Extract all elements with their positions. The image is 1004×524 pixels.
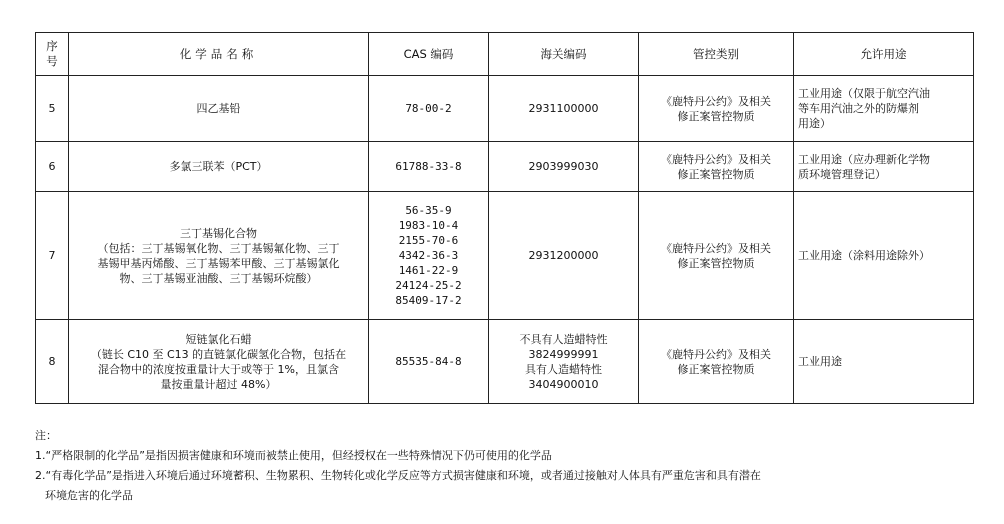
control-line: 《鹿特丹公约》及相关 [661, 241, 771, 255]
name-line: 三丁基锡化合物 [180, 226, 257, 240]
name-line: 物、三丁基锡亚油酸、三丁基锡环烷酸） [119, 271, 318, 285]
table-row [36, 320, 974, 404]
cas-line: 56-35-9 [405, 204, 452, 217]
cas-cell [369, 142, 489, 192]
seq-number: 5 [48, 102, 56, 115]
use-line: 用途） [798, 117, 831, 130]
seq-cell [36, 76, 69, 142]
header-use-label: 允许用途 [860, 46, 907, 61]
note-item-1: 1.“严格限制的化学品”是指因损害健康和环境而被禁止使用，但经授权在一些特殊情况下仍可使用的化学品 [35, 449, 552, 462]
cas-line: 78-00-2 [405, 102, 452, 115]
cas-line: 1461-22-9 [398, 264, 459, 277]
table-row [36, 76, 974, 142]
customs-cell [489, 76, 639, 142]
use-line: 质环境管理登记） [798, 167, 886, 181]
use-cell [794, 142, 974, 192]
name-cell [69, 192, 369, 320]
cas-line: 2155-70-6 [398, 234, 459, 247]
name-line: 短链氯化石蜡 [185, 332, 252, 346]
cas-line: 85535-84-8 [395, 355, 462, 368]
control-line: 修正案管控物质 [677, 109, 755, 123]
header-control-label: 管控类别 [693, 46, 739, 61]
control-cell [639, 320, 794, 404]
header-seq [36, 33, 69, 76]
cas-line: 61788-33-8 [395, 160, 462, 173]
name-line: 混合物中的浓度按重量计大于或等于 1%，且氯含 [98, 362, 339, 376]
name-cell [69, 320, 369, 404]
cas-cell [369, 192, 489, 320]
control-line: 修正案管控物质 [677, 256, 755, 270]
control-cell [639, 192, 794, 320]
use-cell [794, 76, 974, 142]
use-cell [794, 192, 974, 320]
header-cas [369, 33, 489, 76]
seq-number: 8 [48, 355, 56, 368]
table-header-row [36, 33, 974, 76]
header-seq-label: 序号 [46, 39, 58, 68]
control-line: 《鹿特丹公约》及相关 [661, 347, 771, 361]
customs-line: 2903999030 [528, 160, 599, 173]
seq-cell [36, 142, 69, 192]
header-control [639, 33, 794, 76]
header-cas-label: CAS 编码 [403, 46, 454, 61]
name-cell [69, 76, 369, 142]
cas-cell [369, 76, 489, 142]
customs-cell [489, 192, 639, 320]
header-customs-label: 海关编码 [540, 46, 587, 61]
customs-cell [489, 320, 639, 404]
cas-line: 85409-17-2 [395, 294, 462, 307]
name-line: 四乙基铅 [196, 102, 241, 115]
control-line: 修正案管控物质 [677, 167, 755, 181]
customs-line: 3404900010 [528, 377, 599, 391]
control-cell [639, 76, 794, 142]
table-row [36, 142, 974, 192]
header-use [794, 33, 974, 76]
note-item-2: 2.“有毒化学品”是指进入环境后通过环境蓄积、生物累积、生物转化或化学反应等方式损害健康和环境，或者通过接触对人体具有严重危害和具有潜在 [35, 469, 761, 482]
customs-line: 2931200000 [528, 249, 599, 262]
customs-line: 具有人造蜡特性 [525, 362, 602, 376]
seq-number: 7 [48, 249, 56, 262]
cas-line: 1983-10-4 [398, 219, 459, 232]
cas-cell [369, 320, 489, 404]
cas-line: 24124-25-2 [395, 279, 462, 292]
customs-line: 不具有人造蜡特性 [519, 332, 608, 346]
notes [35, 426, 980, 506]
use-line: 工业用途（仅限于航空汽油 [798, 87, 930, 100]
notes-heading: 注： [35, 429, 57, 442]
customs-cell [489, 142, 639, 192]
name-cell [69, 142, 369, 192]
header-customs [489, 33, 639, 76]
control-cell [639, 142, 794, 192]
seq-cell [36, 192, 69, 320]
name-line: 量按重量计超过 48%） [160, 377, 277, 391]
use-line: 工业用途（应办理新化学物 [798, 152, 930, 166]
use-line: 工业用途 [798, 355, 842, 368]
table-row [36, 192, 974, 320]
use-line: 等车用汽油之外的防爆剂 [798, 102, 919, 115]
note-item-2-continued: 环境危害的化学品 [45, 489, 133, 502]
control-line: 《鹿特丹公约》及相关 [661, 94, 771, 108]
table-body [36, 76, 974, 404]
header-name-label: 化学品名称 [179, 46, 258, 61]
customs-line: 3824999991 [528, 347, 599, 361]
control-line: 《鹿特丹公约》及相关 [661, 152, 771, 166]
name-line: 多氯三联苯（PCT） [169, 160, 268, 173]
cas-line: 4342-36-3 [398, 249, 459, 262]
seq-cell [36, 320, 69, 404]
control-line: 修正案管控物质 [677, 362, 755, 376]
name-line: 基锡甲基丙烯酸、三丁基锡苯甲酸、三丁基锡氯化 [97, 256, 340, 270]
chemical-table [35, 32, 974, 404]
use-line: 工业用途（涂料用途除外） [798, 249, 930, 262]
header-name [69, 33, 369, 76]
customs-line: 2931100000 [528, 102, 599, 115]
use-cell [794, 320, 974, 404]
name-line: （链长 C10 至 C13 的直链氯化碳氢化合物，包括在 [90, 347, 347, 361]
seq-number: 6 [48, 160, 56, 173]
name-line: （包括：三丁基锡氧化物、三丁基锡氟化物、三丁 [97, 241, 340, 255]
